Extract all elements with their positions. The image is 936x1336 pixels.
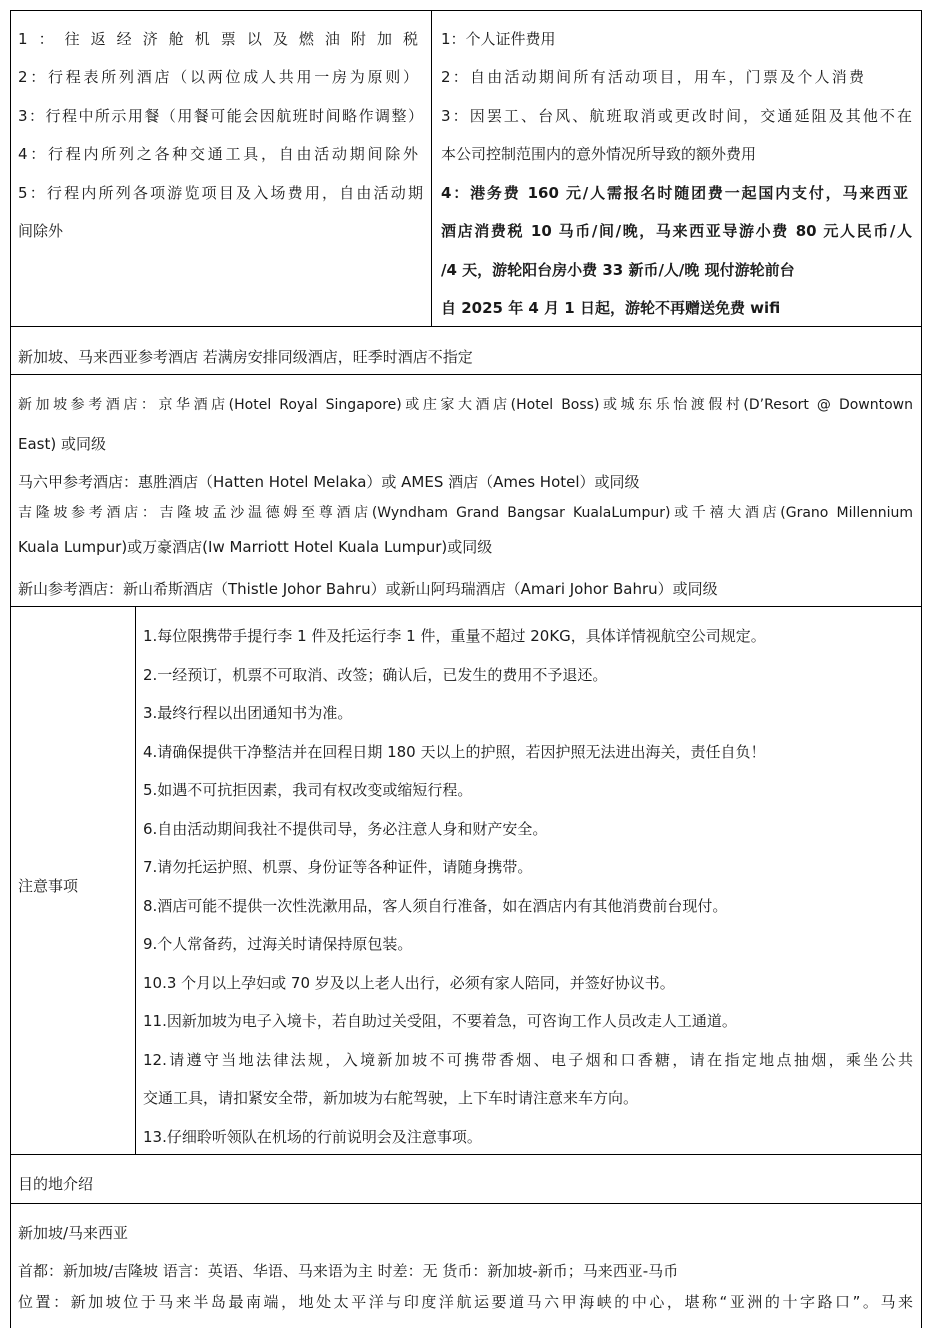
note-item: 8.酒店可能不提供一次性洗漱用品，客人须自行准备，如在酒店内有其他消费前台现付。 xyxy=(143,897,728,915)
hotel-line: 马六甲参考酒店：惠胜酒店（Hatten Hotel Melaka）或 AMES 酒店（Ames Hotel）或同级 xyxy=(18,473,640,491)
excludes-item-bold: /4 天，游轮阳台房小费 33 新币/人/晚 现付游轮前台 xyxy=(441,261,795,279)
note-item: 12.请遵守当地法律法规，入境新加坡不可携带香烟、电子烟和口香糖，请在指定地点抽烟，乘坐公共 xyxy=(143,1051,913,1069)
destination-title: 目的地介绍 xyxy=(18,1175,94,1193)
note-item: 3.最终行程以出团通知书为准。 xyxy=(143,704,353,722)
note-item: 1.每位限携带手提行李 1 件及托运行李 1 件，重量不超过 20KG，具体详情视航空公司规定。 xyxy=(143,627,766,645)
itinerary-table xyxy=(10,10,922,1328)
notes-label: 注意事项 xyxy=(18,877,79,895)
destination-line: 新加坡/马来西亚 xyxy=(18,1224,129,1242)
destination-line: 首都：新加坡/吉隆坡 语言：英语、华语、马来语为主 时差：无 货币：新加坡-新币；马来西亚-马币 xyxy=(18,1262,679,1280)
note-item: 交通工具，请扣紧安全带，新加坡为右舵驾驶，上下车时请注意来车方向。 xyxy=(143,1089,639,1107)
hotel-note: 新加坡、马来西亚参考酒店 若满房安排同级酒店，旺季时酒店不指定 xyxy=(18,348,473,366)
note-item: 7.请勿托运护照、机票、身份证等各种证件，请随身携带。 xyxy=(143,858,533,876)
includes-item: 3：行程中所示用餐（用餐可能会因航班时间略作调整） xyxy=(18,107,423,125)
includes-item: 5：行程内所列各项游览项目及入场费用，自由活动期 xyxy=(18,184,423,202)
includes-item: 间除外 xyxy=(18,222,64,240)
hotel-line: 新加坡参考酒店：京华酒店(Hotel Royal Singapore)或庄家大酒店(Hotel Boss)或城东乐怡渡假村(D’Resort @ Downtown xyxy=(18,397,913,413)
hotel-line: East) 或同级 xyxy=(18,435,106,453)
excludes-item: 1：个人证件费用 xyxy=(441,30,556,48)
row-divider xyxy=(11,1203,921,1204)
note-item: 13.仔细聆听领队在机场的行前说明会及注意事项。 xyxy=(143,1128,482,1146)
note-item: 6.自由活动期间我社不提供司导，务必注意人身和财产安全。 xyxy=(143,820,548,838)
hotel-line: 新山参考酒店：新山希斯酒店（Thistle Johor Bahru）或新山阿玛瑞酒店（Amari Johor Bahru）或同级 xyxy=(18,580,718,598)
excludes-item-bold: 自 2025 年 4 月 1 日起，游轮不再赠送免费 wifi xyxy=(441,299,781,317)
note-item: 10.3 个月以上孕妇或 70 岁及以上老人出行，必须有家人陪同，并签好协议书。 xyxy=(143,974,675,992)
includes-item: 4：行程内所列之各种交通工具，自由活动期间除外 xyxy=(18,145,418,163)
note-item: 4.请确保提供干净整洁并在回程日期 180 天以上的护照，若因护照无法进出海关，责任自负！ xyxy=(143,743,766,761)
includes-item: 2：行程表所列酒店（以两位成人共用一房为原则） xyxy=(18,68,418,86)
row-divider xyxy=(11,1154,921,1155)
note-item: 5.如遇不可抗拒因素，我司有权改变或缩短行程。 xyxy=(143,781,473,799)
note-item: 11.因新加坡为电子入境卡，若自助过关受阻，不要着急，可咨询工作人员改走人工通道。 xyxy=(143,1012,737,1030)
excludes-item-bold: 4：港务费 160 元/人需报名时随团费一起国内支付，马来西亚 xyxy=(441,184,908,202)
excludes-item: 2：自由活动期间所有活动项目，用车，门票及个人消费 xyxy=(441,68,864,86)
note-item: 2.一经预订，机票不可取消、改签；确认后，已发生的费用不予退还。 xyxy=(143,666,608,684)
column-divider xyxy=(431,11,432,326)
row-divider xyxy=(11,606,921,607)
excludes-item: 3：因罢工、台风、航班取消或更改时间，交通延阻及其他不在 xyxy=(441,107,912,125)
hotel-line: 吉隆坡参考酒店：吉隆坡孟沙温德姆至尊酒店(Wyndham Grand Bangsar KualaLumpur)或千禧大酒店(Grano Millennium xyxy=(18,505,913,521)
excludes-item: 本公司控制范围内的意外情况所导致的额外费用 xyxy=(441,145,757,163)
excludes-item-bold: 酒店消费税 10 马币/间/晚，马来西亚导游小费 80 元人民币/人 xyxy=(441,222,912,240)
destination-line: 位置：新加坡位于马来半岛最南端，地处太平洋与印度洋航运要道马六甲海峡的中心，堪称“亚洲的十字路口”。马来 xyxy=(18,1293,913,1311)
row-divider xyxy=(11,326,921,327)
row-divider xyxy=(11,374,921,375)
column-divider xyxy=(135,606,136,1154)
hotel-line: Kuala Lumpur)或万豪酒店(Iw Marriott Hotel Kuala Lumpur)或同级 xyxy=(18,538,493,556)
includes-item: 1：往返经济舱机票以及燃油附加税 xyxy=(18,30,418,48)
note-item: 9.个人常备药，过海关时请保持原包装。 xyxy=(143,935,413,953)
